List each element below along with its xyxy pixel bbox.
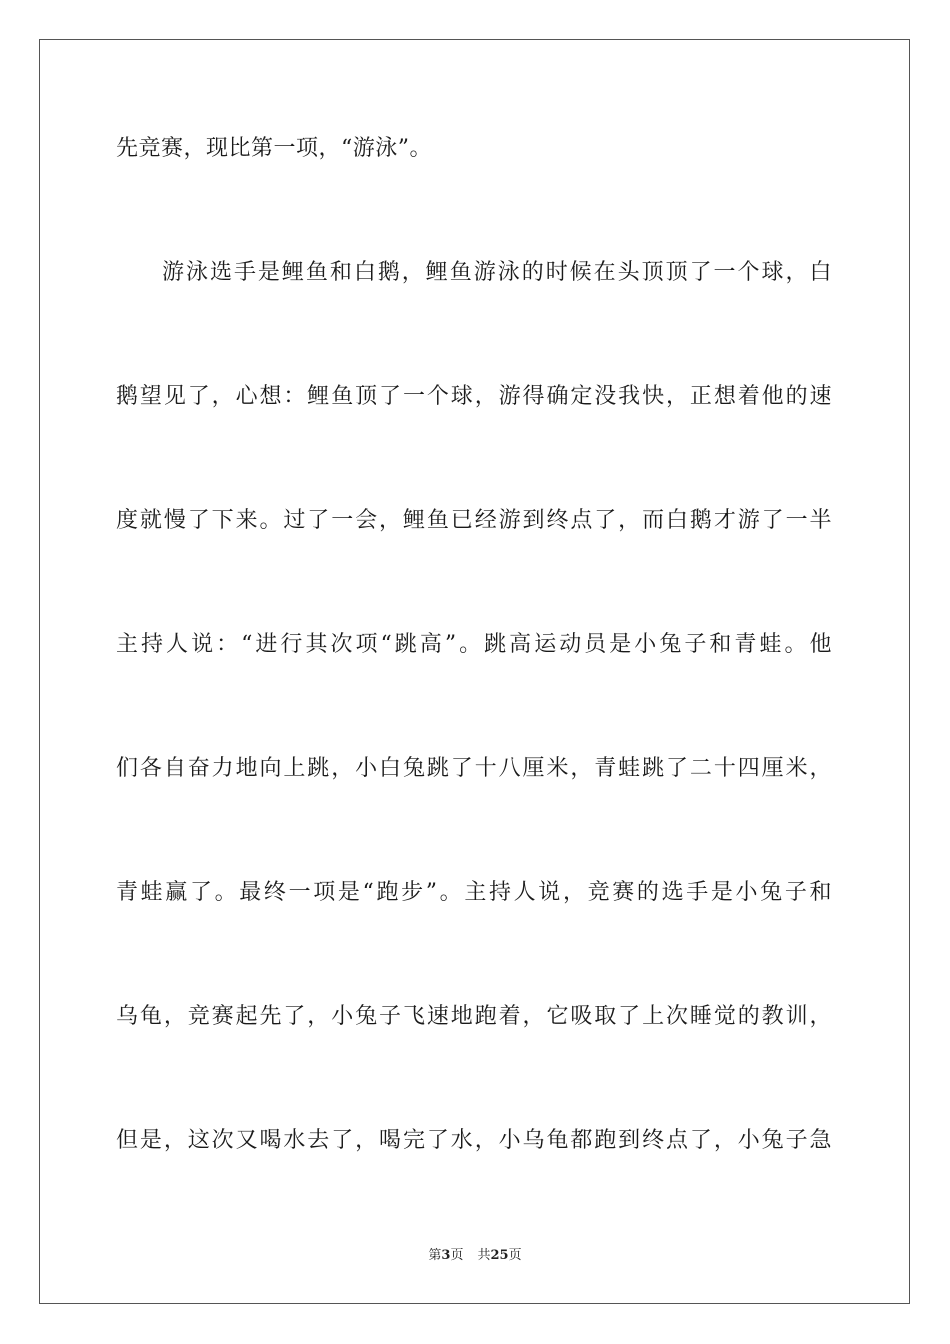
page-footer (0, 1247, 950, 1265)
text-line-6: 们各自奋力地向上跳，小白兔跳了十八厘米，青蛙跳了二十四厘米， (116, 756, 832, 781)
page-suffix: 页 (450, 1248, 464, 1263)
text-line-7: 青蛙赢了。最终一项是“跑步”。主持人说，竞赛的选手是小兔子和 (116, 880, 832, 905)
text-line-3: 鹅望见了，心想：鲤鱼顶了一个球，游得确定没我快，正想着他的速 (116, 384, 832, 409)
text-line-9: 但是，这次又喝水去了，喝完了水，小乌龟都跑到终点了，小兔子急 (116, 1128, 832, 1153)
text-line-4: 度就慢了下来。过了一会，鲤鱼已经游到终点了，而白鹅才游了一半 (116, 508, 832, 533)
text-line-8: 乌龟，竞赛起先了，小兔子飞速地跑着，它吸取了上次睡觉的教训， (116, 1004, 832, 1029)
page-number: 3 (441, 1248, 451, 1263)
text-line-1: 先竞赛，现比第一项，“游泳”。 (116, 136, 432, 161)
total-suffix: 页 (508, 1248, 522, 1263)
total-prefix: 共 (477, 1248, 491, 1263)
total-pages: 25 (490, 1248, 509, 1263)
page-border (39, 39, 910, 1304)
page-prefix: 第 (428, 1248, 442, 1263)
text-line-2: 游泳选手是鲤鱼和白鹅，鲤鱼游泳的时候在头顶顶了一个球，白 (162, 260, 832, 285)
text-line-5: 主持人说：“进行其次项“跳高”。跳高运动员是小兔子和青蛙。他 (116, 632, 832, 657)
